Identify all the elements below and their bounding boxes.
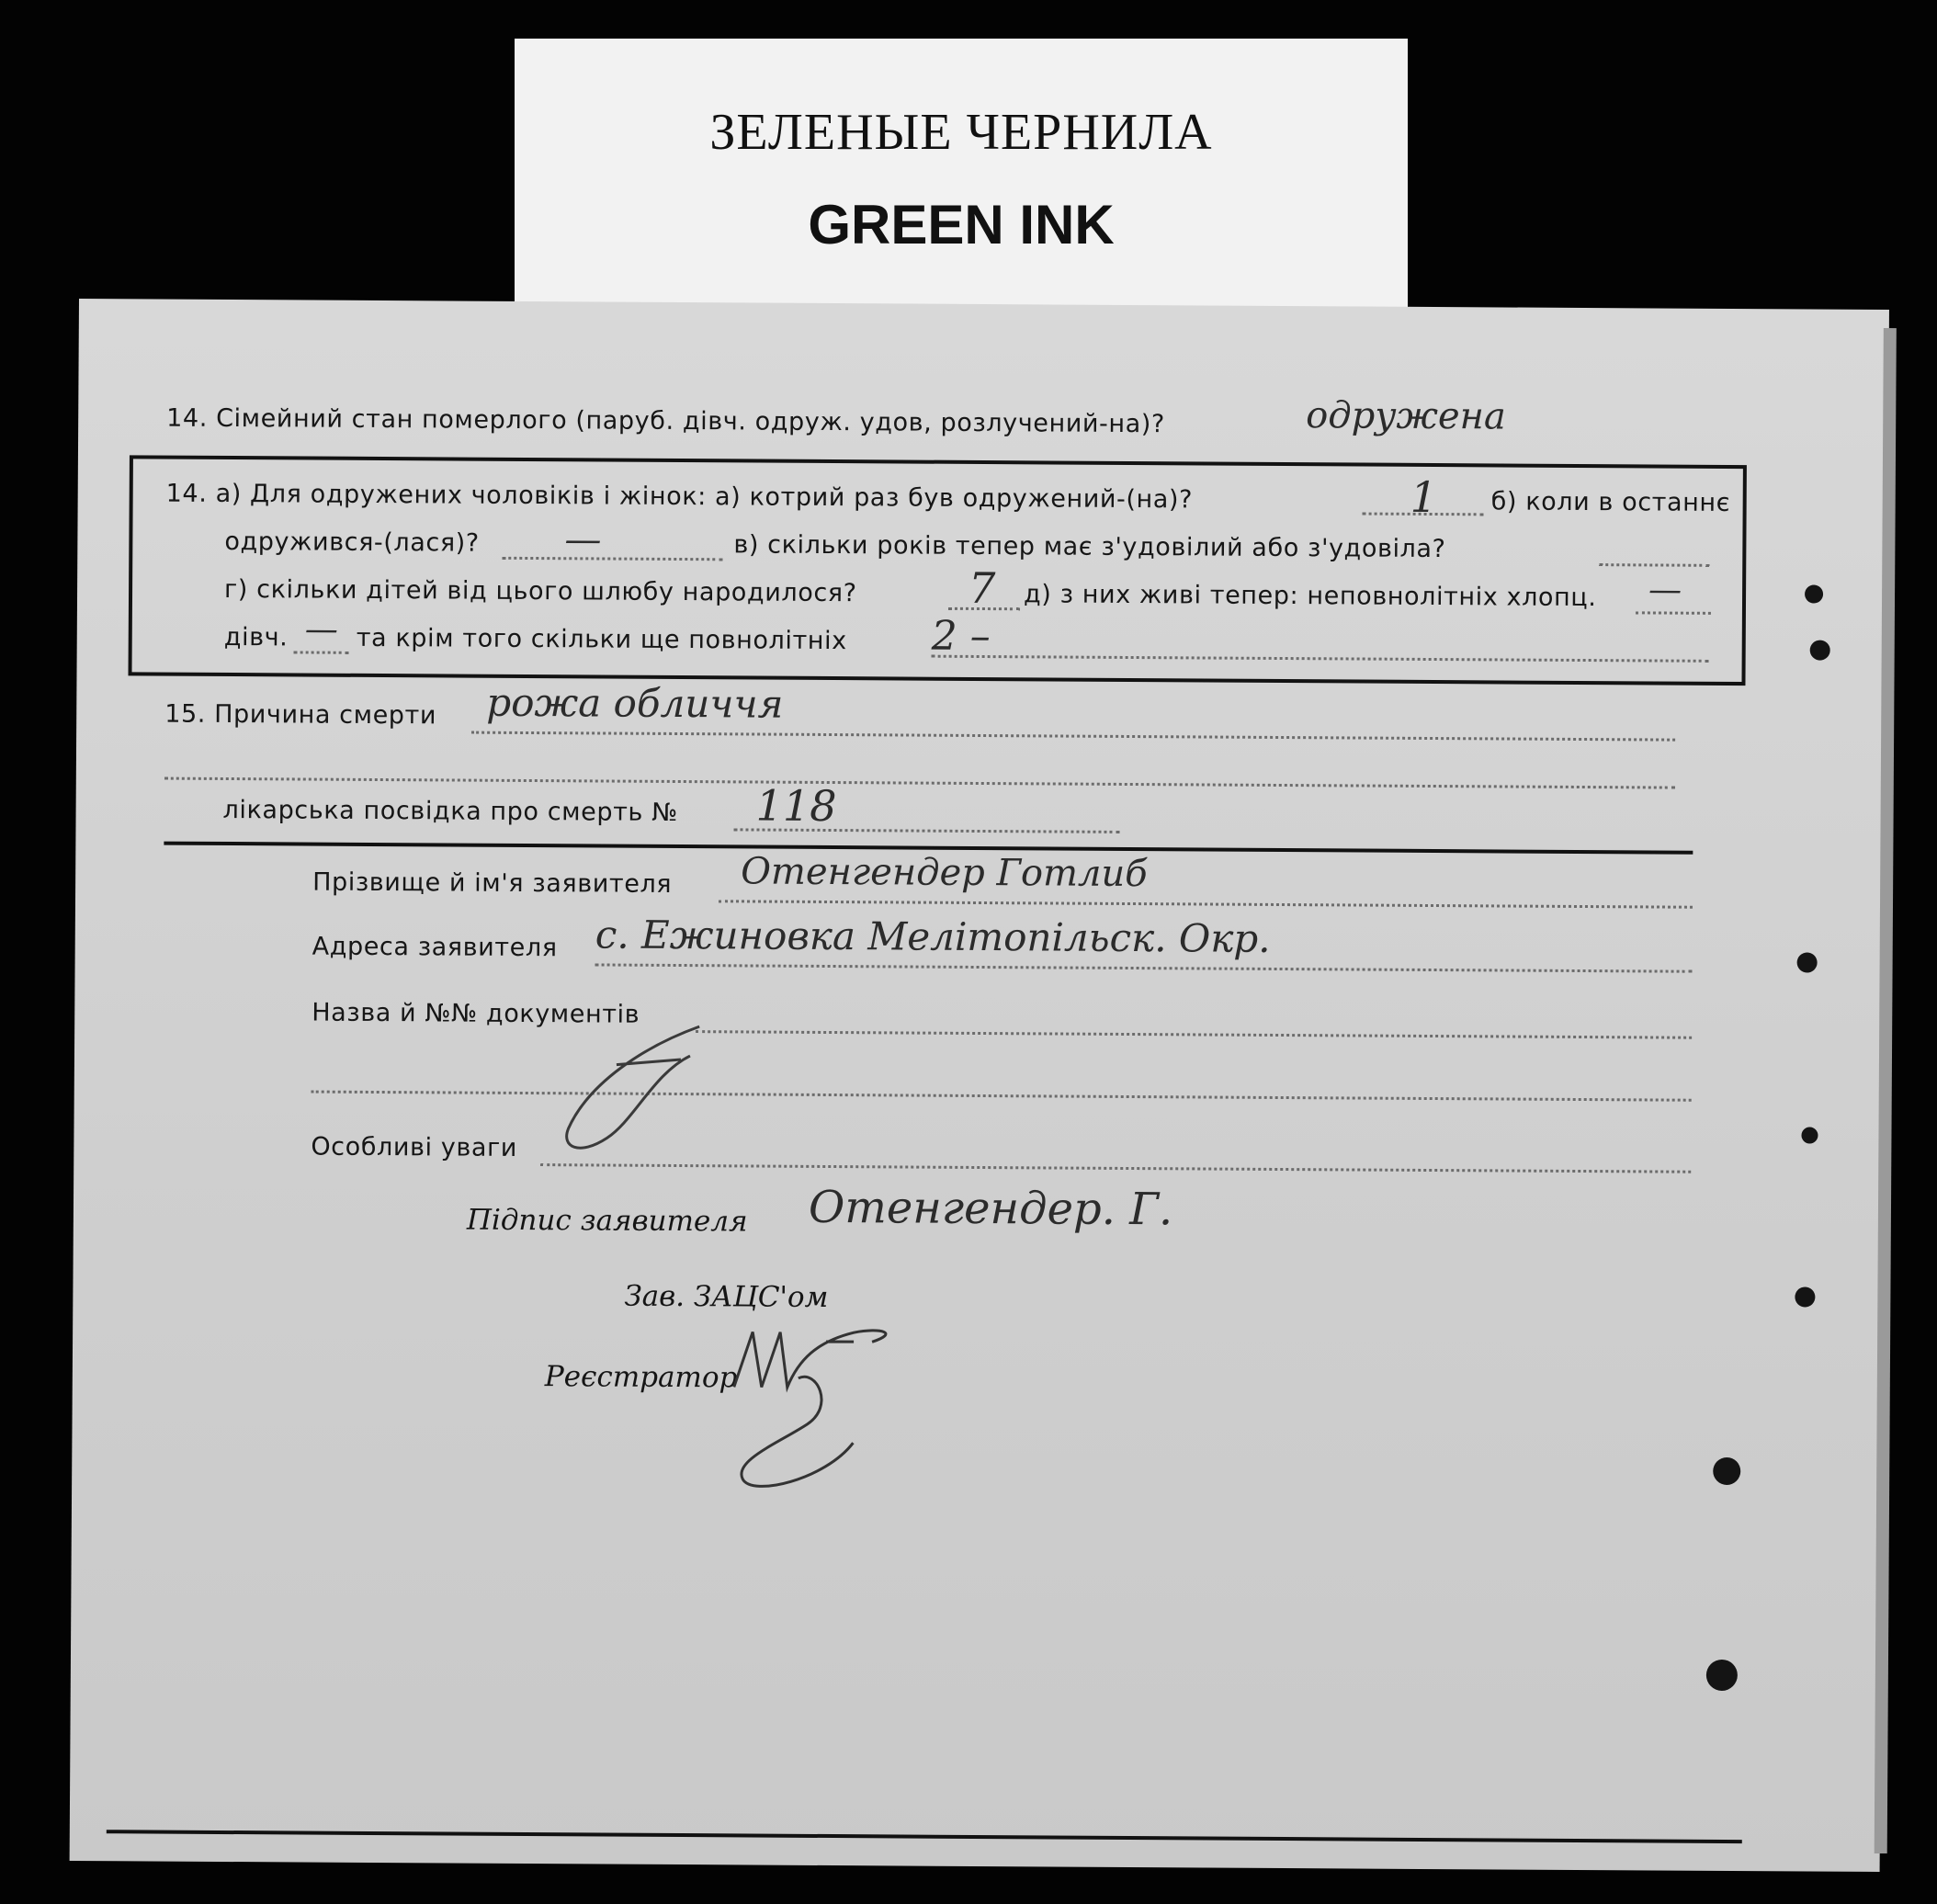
q14-answer: одружена xyxy=(1306,394,1506,438)
registrar-signature xyxy=(715,1304,918,1489)
binding-hole xyxy=(1795,1286,1815,1307)
binding-hole xyxy=(1805,584,1823,603)
green-ink-label-card xyxy=(515,39,1408,314)
applicant-name-label: Прізвище й ім'я заявителя xyxy=(312,867,673,899)
applicant-docs-label: Назва й №№ документів xyxy=(312,998,640,1029)
q14a-dots-girls xyxy=(294,651,349,653)
cancel-stroke-mark xyxy=(551,1018,736,1157)
medical-number: 118 xyxy=(755,780,837,832)
q15-dots-2 xyxy=(164,777,1675,789)
applicant-name-value: Отенгендер Готлиб xyxy=(741,850,1148,896)
q14a-dots-adults xyxy=(932,655,1709,663)
binding-hole xyxy=(1797,952,1818,972)
q14a-answer-b: — xyxy=(564,518,602,561)
binding-hole xyxy=(1801,1127,1818,1143)
applicant-signature-label: Підпис заявителя xyxy=(466,1203,748,1239)
special-notes-dots xyxy=(540,1163,1691,1173)
q14a-line1: 14. а) Для одружених чоловіків і жінок: а) котрий раз був одружений-(на)? xyxy=(165,479,1194,515)
applicant-address-label: Адреса заявителя xyxy=(312,932,558,963)
q15-dots xyxy=(471,731,1675,742)
medical-label: лікарська посвідка про смерть № xyxy=(222,795,678,827)
zags-head-label: Зав. ЗАЦС'ом xyxy=(624,1279,829,1315)
bottom-rule xyxy=(107,1830,1742,1843)
label-english: GREEN INK xyxy=(808,194,1115,255)
sheet-edge xyxy=(1875,328,1897,1853)
q14a-box xyxy=(128,455,1746,686)
applicant-docs-dots-2 xyxy=(312,1091,1692,1102)
q14a-answer-g: 7 xyxy=(968,562,996,614)
label-russian: ЗЕЛЕНЫЕ ЧЕРНИЛА xyxy=(709,104,1213,161)
civil-record-sheet xyxy=(70,299,1889,1872)
special-notes-label: Особливі уваги xyxy=(311,1132,518,1162)
applicant-address-dots xyxy=(595,963,1693,972)
q15-answer: рожа обличчя xyxy=(486,679,784,727)
q14a-dots-c xyxy=(1599,563,1709,567)
binding-hole xyxy=(1706,1660,1738,1691)
binding-hole xyxy=(1713,1457,1740,1485)
q14a-line3-tail: д) з них живі тепер: неповнолітніх хлопц. xyxy=(1023,580,1597,613)
registrar-label: Реєстратор xyxy=(544,1360,738,1395)
q14a-answer-adults: 2 – xyxy=(931,612,991,661)
q14-label: 14. Сімейний стан померлого (паруб. дівч. одруж. удов, розлучений-на)? xyxy=(166,403,1166,439)
q14a-line2-tail: в) скільки років тепер має з'удовілий або з'удовіла? xyxy=(733,530,1446,564)
q14a-answer-a: 1 xyxy=(1410,471,1438,523)
applicant-name-dots xyxy=(719,900,1693,908)
applicant-address-value: с. Ежиновка Мелітопільск. Окр. xyxy=(595,912,1271,961)
q14a-line4: дівч. xyxy=(223,622,289,652)
q15-label: 15. Причина смерти xyxy=(164,699,437,731)
applicant-docs-dots xyxy=(696,1030,1692,1039)
q14a-line4-mid: та крім того скільки ще повнолітніх xyxy=(356,623,847,656)
q14a-line3: г) скільки дітей від цього шлюбу народилося? xyxy=(223,574,857,608)
q14a-dots-d xyxy=(1636,611,1711,615)
q14a-line1-tail: б) коли в останнє xyxy=(1490,487,1731,517)
q14a-dots-b xyxy=(502,557,722,561)
q14a-answer-d-girls: — xyxy=(304,610,338,649)
q14a-answer-d-boys: — xyxy=(1648,571,1682,609)
q14a-line2: одружився-(лася)? xyxy=(224,527,480,558)
applicant-signature: Отенгендер. Г. xyxy=(808,1181,1173,1236)
binding-hole xyxy=(1810,640,1830,661)
